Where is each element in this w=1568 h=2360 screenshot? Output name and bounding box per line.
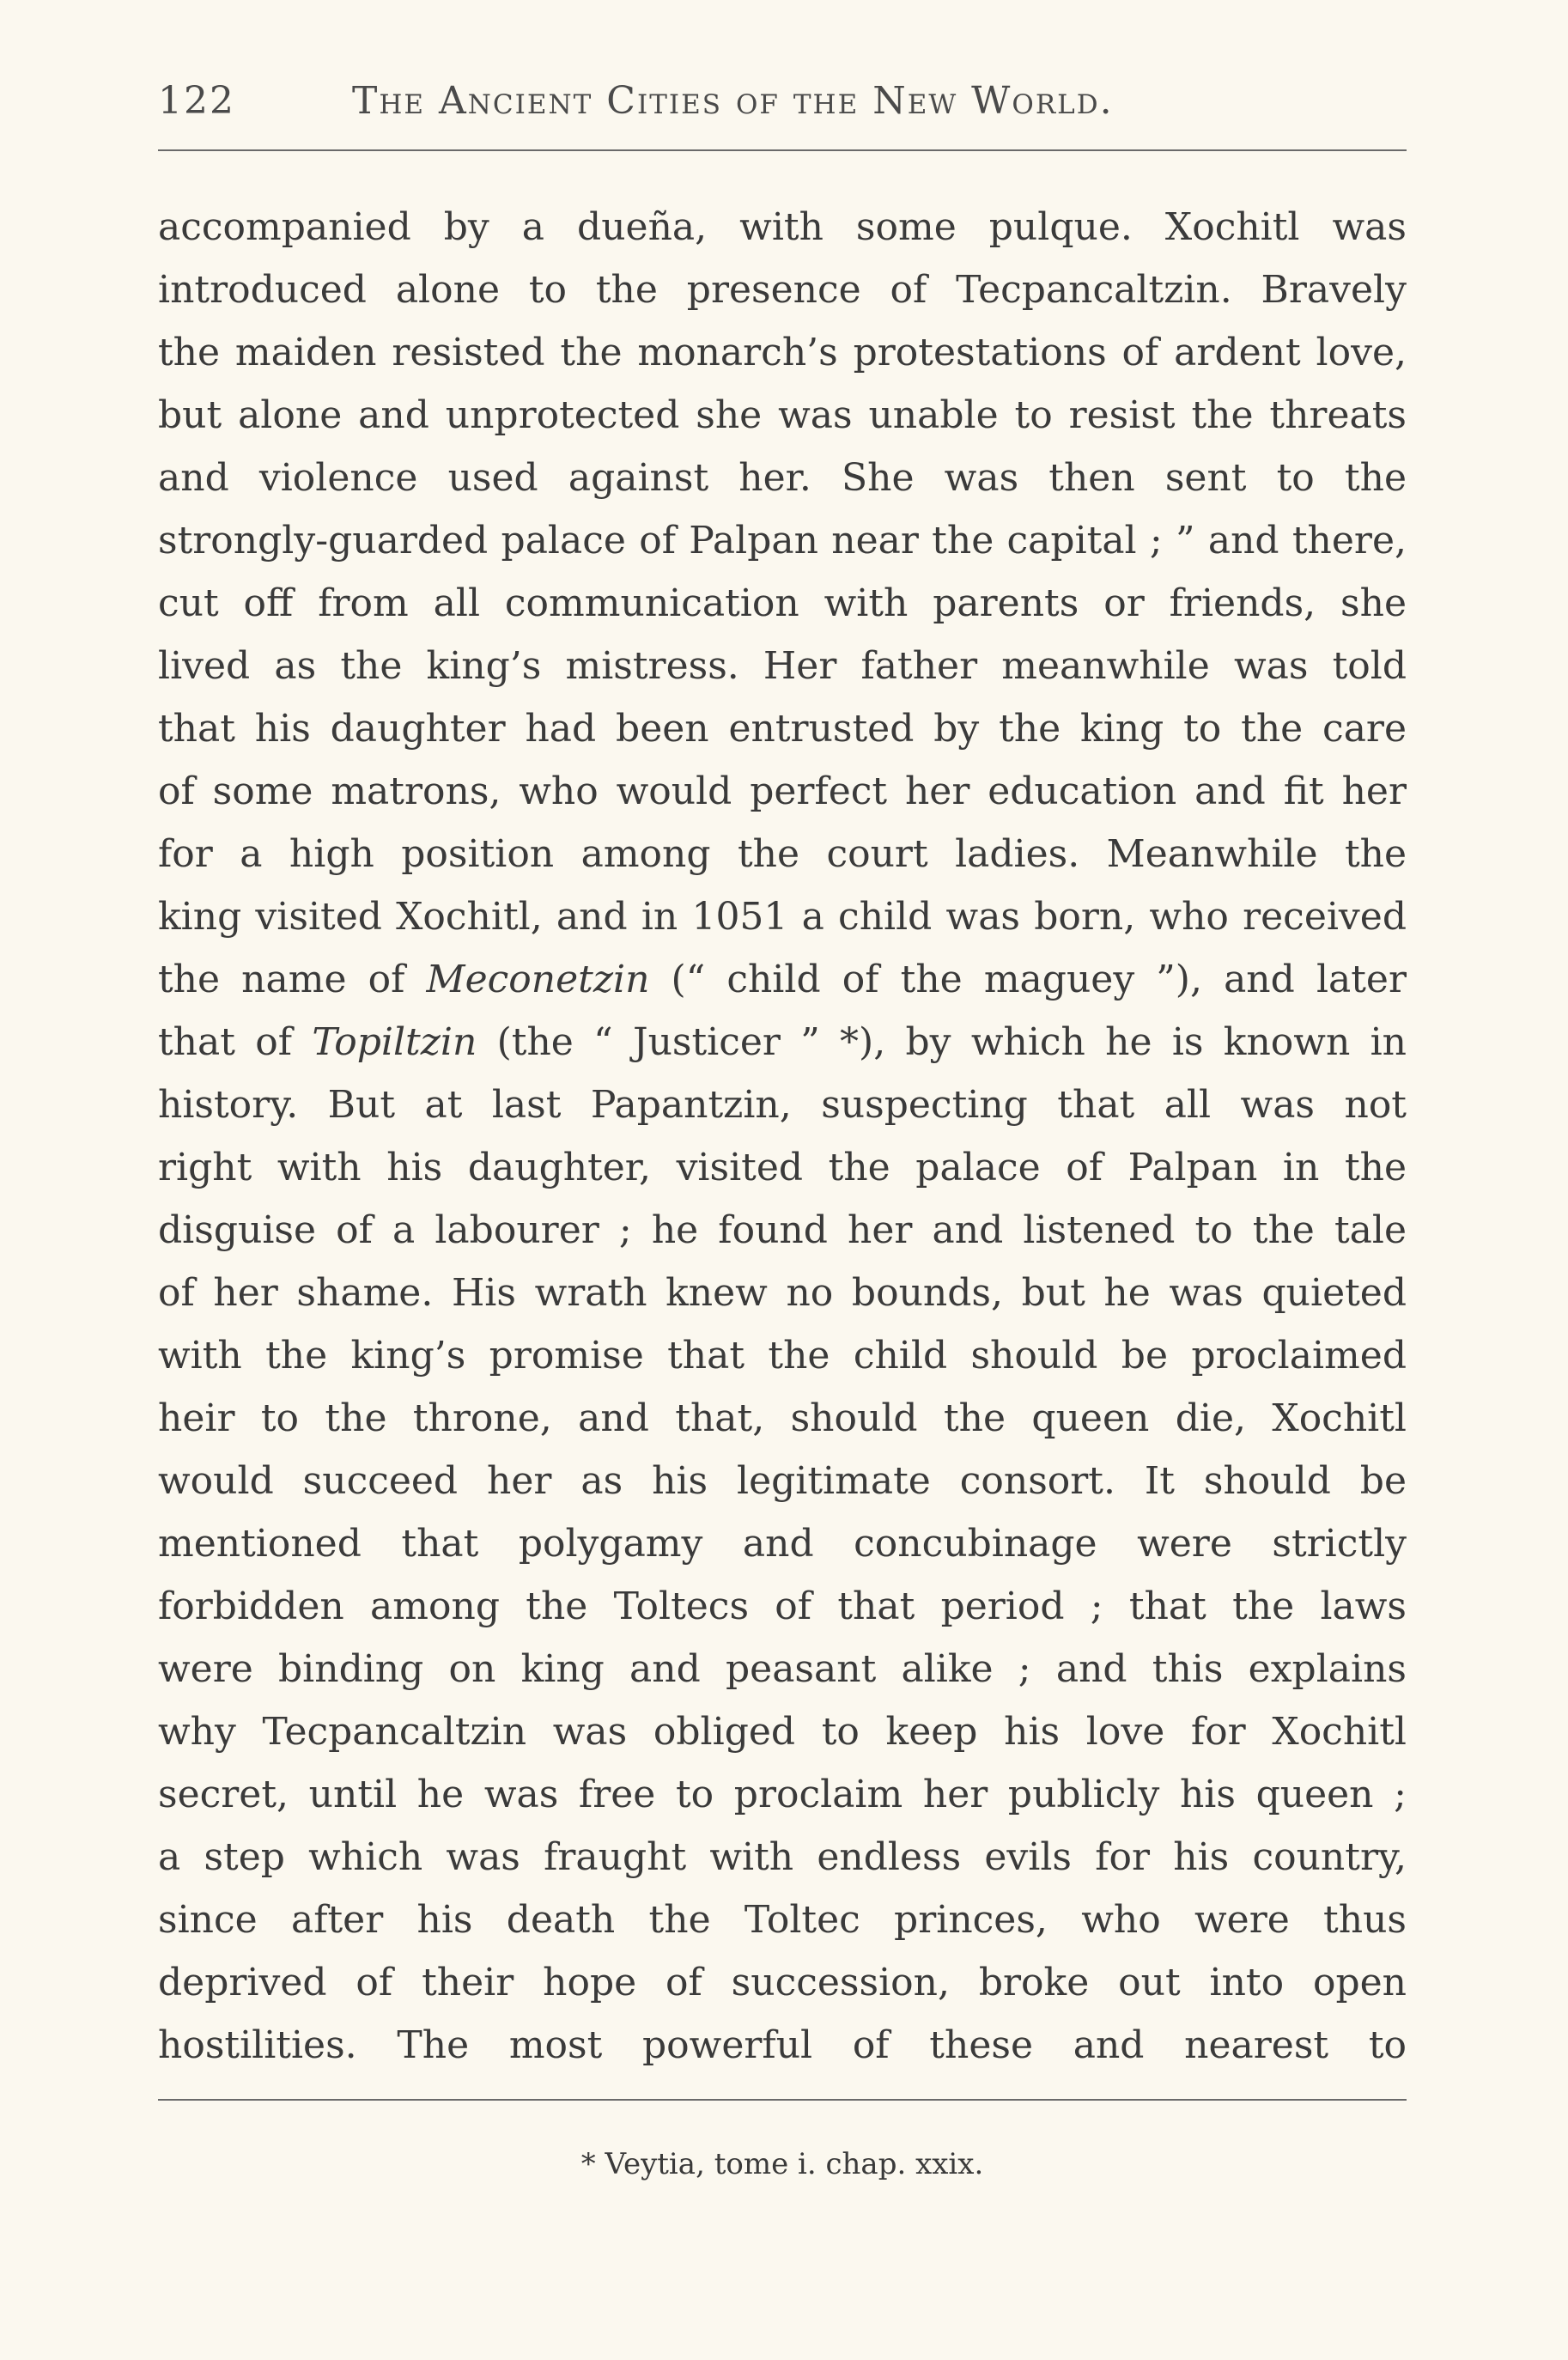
text-line: cut off from all communication with parents or friends, she xyxy=(158,581,1407,625)
text-line: introduced alone to the presence of Tecpancaltzin. Bravely xyxy=(158,268,1407,312)
text-line: a step which was fraught with endless evils for his country, xyxy=(158,1835,1407,1879)
text-segment: the name of xyxy=(158,958,427,1001)
text-segment: (“ child of the maguey ”), and later xyxy=(649,958,1407,1001)
footnote-divider xyxy=(158,2099,1407,2101)
text-line: since after his death the Toltec princes, who were thus xyxy=(158,1898,1407,1942)
text-line: would succeed her as his legitimate consort. It should be xyxy=(158,1459,1407,1503)
text-line: strongly-guarded palace of Palpan near the capital ; ” and there, xyxy=(158,519,1407,563)
text-segment: that of xyxy=(158,1020,313,1064)
text-line: of her shame. His wrath knew no bounds, but he was quieted xyxy=(158,1271,1407,1315)
text-line: king visited Xochitl, and in 1051 a child was born, who received xyxy=(158,895,1407,939)
name-meconetzin: Meconetzin xyxy=(426,958,650,1001)
text-line: and violence used against her. She was then sent to the xyxy=(158,456,1407,500)
text-line: why Tecpancaltzin was obliged to keep his love for Xochitl xyxy=(158,1710,1407,1754)
text-line: that his daughter had been entrusted by the king to the care xyxy=(158,707,1407,751)
text-line xyxy=(158,1011,1407,1074)
text-line: right with his daughter, visited the palace of Palpan in the xyxy=(158,1146,1407,1189)
text-line: deprived of their hope of succession, broke out into open xyxy=(158,1961,1407,2004)
text-line: lived as the king’s mistress. Her father meanwhile was told xyxy=(158,644,1407,688)
name-topiltzin: Topiltzin xyxy=(312,1020,477,1064)
text-line: secret, until he was free to proclaim her publicly his queen ; xyxy=(158,1773,1407,1816)
text-segment: (the “ Justicer ” *), by which he is known in xyxy=(477,1020,1407,1064)
header-divider xyxy=(158,149,1407,151)
text-line: forbidden among the Toltecs of that period ; that the laws xyxy=(158,1584,1407,1628)
text-line: mentioned that polygamy and concubinage were strictly xyxy=(158,1522,1407,1566)
text-line: but alone and unprotected she was unable to resist the threats xyxy=(158,393,1407,437)
text-line: history. But at last Papantzin, suspecting that all was not xyxy=(158,1083,1407,1127)
text-line: disguise of a labourer ; he found her and listened to the tale xyxy=(158,1208,1407,1252)
text-line: of some matrons, who would perfect her education and fit her xyxy=(158,769,1407,813)
text-line: the maiden resisted the monarch’s protestations of ardent love, xyxy=(158,331,1407,374)
text-line: with the king’s promise that the child should be proclaimed xyxy=(158,1334,1407,1378)
footnote: * Veytia, tome i. chap. xxix. xyxy=(580,2147,984,2181)
text-line: accompanied by a dueña, with some pulque. Xochitl was xyxy=(158,205,1407,249)
text-line: for a high position among the court ladies. Meanwhile the xyxy=(158,832,1407,876)
running-head xyxy=(158,79,1407,131)
body-text xyxy=(158,196,1407,2077)
text-line: were binding on king and peasant alike ; and this explains xyxy=(158,1647,1407,1691)
book-title: The Ancient Cities of the New World. xyxy=(352,79,1114,123)
page-number: 122 xyxy=(158,79,235,123)
text-line: heir to the throne, and that, should the queen die, Xochitl xyxy=(158,1396,1407,1440)
text-line: hostilities. The most powerful of these and nearest to xyxy=(158,2023,1407,2067)
text-line xyxy=(158,948,1407,1011)
